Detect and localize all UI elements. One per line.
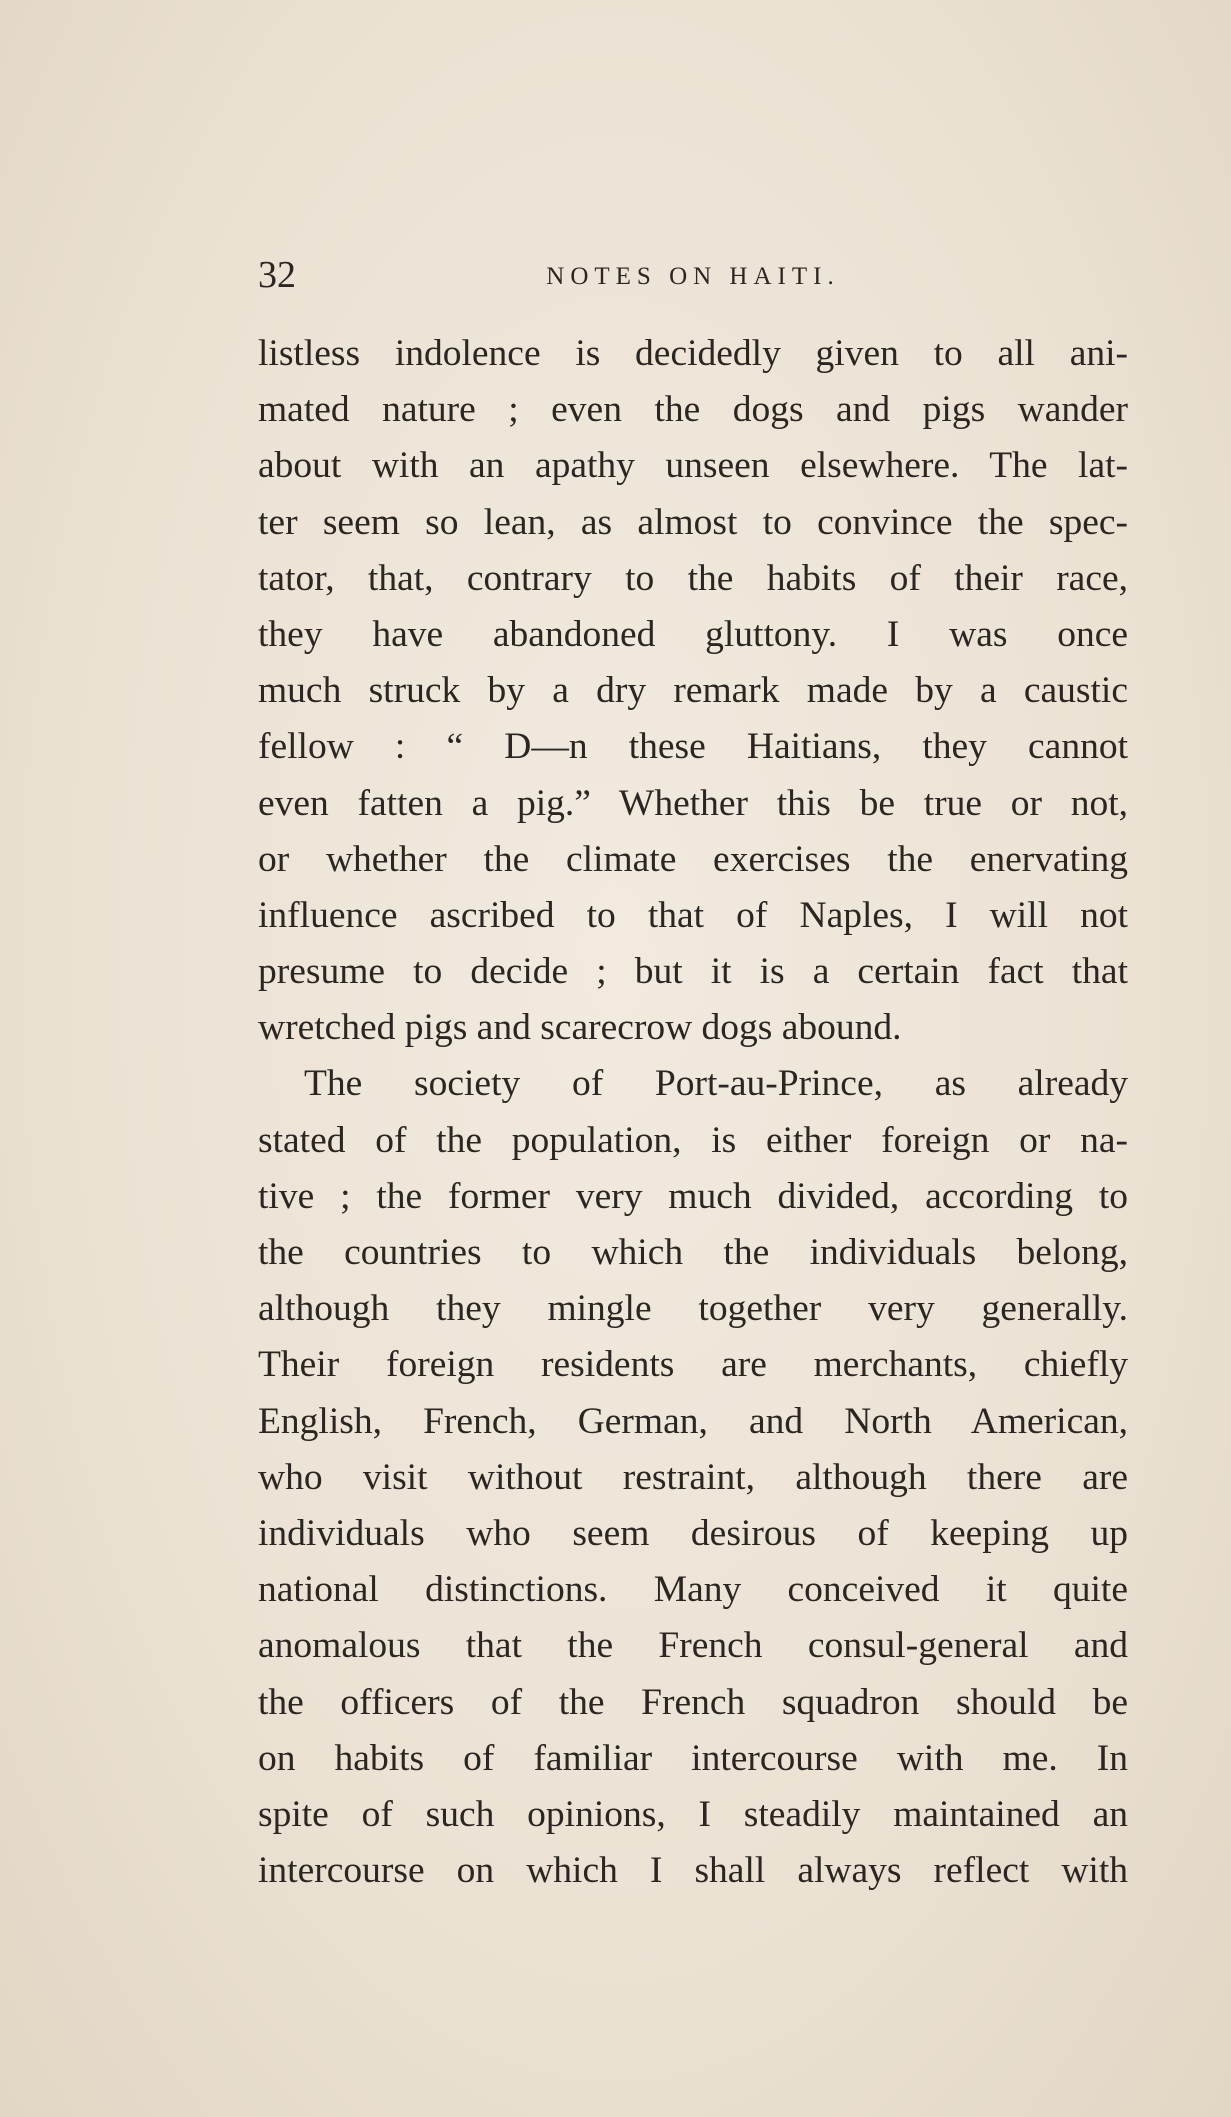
text-line: mated nature ; even the dogs and pigs wander <box>258 389 1128 431</box>
text-line: national distinctions. Many conceived it quite <box>258 1569 1128 1611</box>
text-line: tator, that, contrary to the habits of their race, <box>258 557 1128 599</box>
text-line: ter seem so lean, as almost to convince the spec- <box>258 501 1128 543</box>
text-line: even fatten a pig.” Whether this be true or not, <box>258 782 1128 824</box>
text-line: English, French, German, and North American, <box>258 1400 1128 1442</box>
text-line: influence ascribed to that of Naples, I will not <box>258 894 1128 936</box>
text-line: tive ; the former very much divided, according to <box>258 1175 1128 1217</box>
text-line: on habits of familiar intercourse with me. In <box>258 1737 1128 1779</box>
text-line: Their foreign residents are merchants, chiefly <box>258 1344 1128 1386</box>
text-line: intercourse on which I shall always reflect with <box>258 1850 1128 1892</box>
body-text <box>258 326 1128 1899</box>
text-line: much struck by a dry remark made by a caustic <box>258 670 1128 712</box>
text-line: the countries to which the individuals belong, <box>258 1232 1128 1273</box>
text-line: anomalous that the French consul-general and <box>258 1625 1128 1667</box>
text-line: they have abandoned gluttony. I was once <box>258 613 1128 655</box>
text-line: presume to decide ; but it is a certain fact that <box>258 951 1128 993</box>
text-line: about with an apathy unseen elsewhere. The lat- <box>258 445 1128 487</box>
text-line: although they mingle together very generally. <box>258 1288 1128 1330</box>
text-line: fellow : “ D—n these Haitians, they cannot <box>258 726 1128 768</box>
text-line: or whether the climate exercises the enervating <box>258 838 1128 880</box>
text-line: The society of Port-au-Prince, as already <box>304 1063 1128 1105</box>
text-line: stated of the population, is either foreign or na- <box>258 1119 1128 1161</box>
text-line: who visit without restraint, although there are <box>258 1456 1128 1498</box>
text-line: individuals who seem desirous of keeping up <box>258 1512 1128 1554</box>
running-head: NOTES ON HAITI. <box>546 263 840 290</box>
page-number: 32 <box>258 254 296 296</box>
text-line: spite of such opinions, I steadily maintained an <box>258 1793 1128 1835</box>
text-line: listless indolence is decidedly given to all ani- <box>258 333 1128 374</box>
page-header <box>258 250 1128 300</box>
text-line: wretched pigs and scarecrow dogs abound. <box>258 1007 902 1049</box>
text-line: the officers of the French squadron should be <box>258 1681 1128 1723</box>
